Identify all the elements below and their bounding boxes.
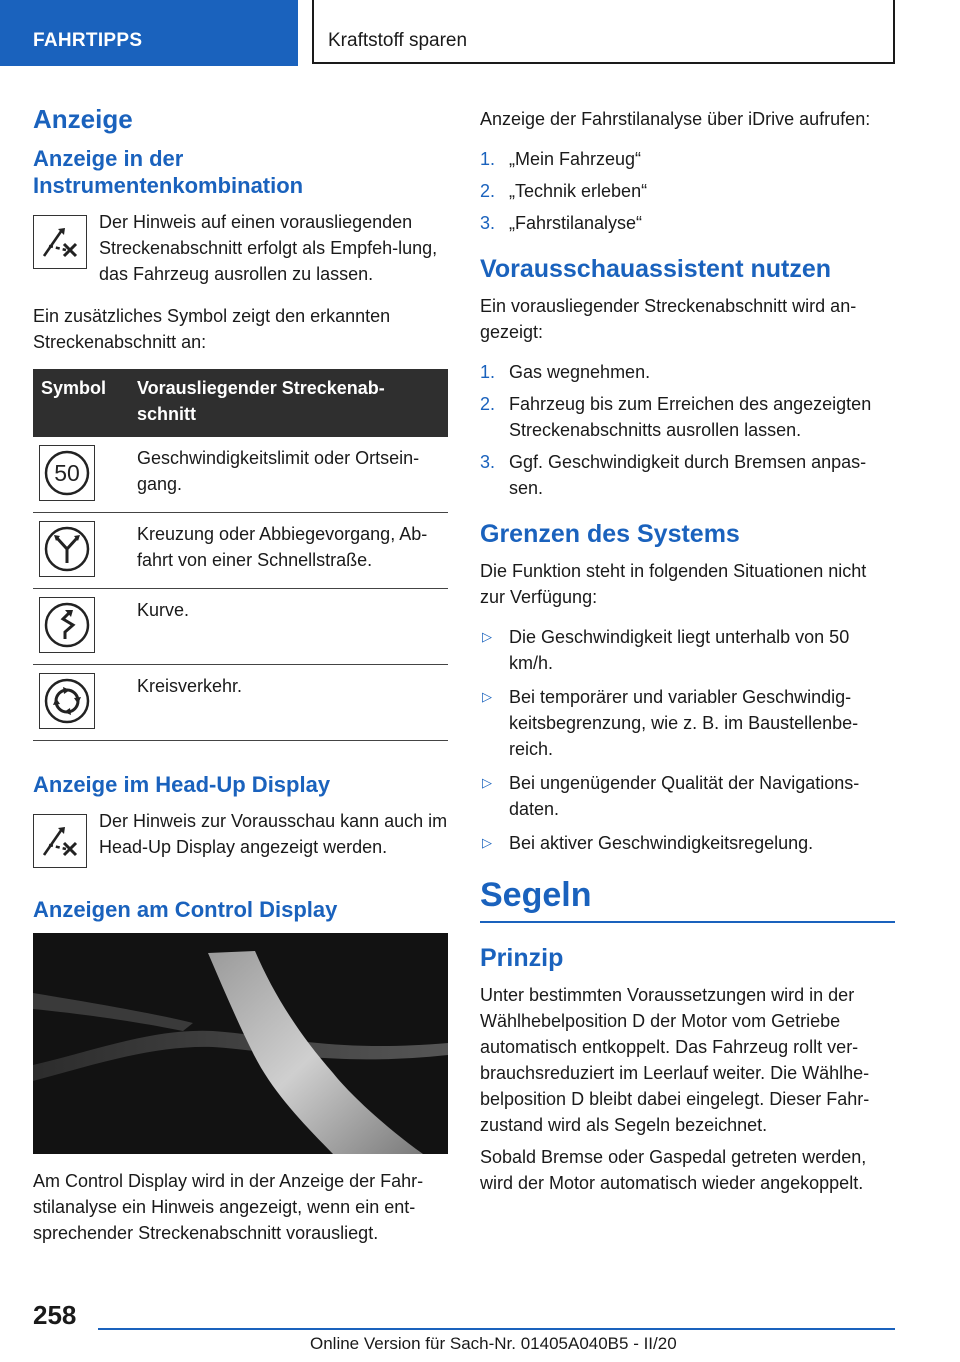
list-item: 1. „Mein Fahrzeug“ bbox=[480, 149, 642, 169]
instrument-note bbox=[33, 209, 448, 287]
list-item: ▷ Bei temporärer und variabler Geschwindig-keitsbegrenzung, wie z. B. im Baustellenbe-reich. bbox=[480, 684, 895, 762]
list-item: ▷ Die Geschwindigkeit liegt unterhalb von 50 km/h. bbox=[480, 624, 895, 676]
assistant-intro: Ein vorausliegender Streckenabschnitt wird an-gezeigt: bbox=[480, 296, 857, 342]
idrive-steps bbox=[480, 146, 895, 236]
hud-note-text: Der Hinweis zur Vorausschau kann auch im Head-Up Display angezeigt werden. bbox=[99, 811, 448, 857]
prinzip-paragraph-2: Sobald Bremse oder Gaspedal getreten werden, wird der Motor automatisch wieder angekoppelt. bbox=[480, 1147, 867, 1193]
control-display-text: Am Control Display wird in der Anzeige der Fahr-stilanalyse ein Hinweis angezeigt, wenn ein ent-sprechender Streckenabschnitt vorausliegt. bbox=[33, 1171, 424, 1243]
coasting-hint-icon bbox=[33, 215, 87, 269]
roundabout-icon bbox=[39, 673, 95, 729]
heading-instrument-cluster: Anzeige in der Instrumentenkombination bbox=[33, 146, 304, 198]
heading-hud: Anzeige im Head-Up Display bbox=[33, 772, 331, 797]
heading-limits: Grenzen des Systems bbox=[480, 520, 740, 548]
table-row bbox=[33, 437, 448, 513]
triangle-bullet-icon: ▷ bbox=[482, 629, 492, 644]
assistant-steps bbox=[480, 359, 895, 501]
triangle-bullet-icon: ▷ bbox=[482, 775, 492, 790]
heading-anzeige: Anzeige bbox=[33, 104, 133, 134]
list-item: ▷ Bei ungenügender Qualität der Navigations-daten. bbox=[480, 770, 895, 822]
table-row bbox=[33, 589, 448, 665]
speed-limit-value: 50 bbox=[54, 460, 80, 486]
triangle-bullet-icon: ▷ bbox=[482, 689, 492, 704]
heading-segeln: Segeln bbox=[480, 876, 895, 923]
right-column bbox=[480, 106, 895, 1210]
idrive-intro: Anzeige der Fahrstilanalyse über iDrive aufrufen: bbox=[480, 109, 871, 129]
table-cell-text: Geschwindigkeitslimit oder Ortsein-gang. bbox=[129, 437, 448, 513]
list-item: 2. „Technik erleben“ bbox=[480, 181, 648, 201]
control-display-image bbox=[33, 933, 448, 1154]
heading-control-display: Anzeigen am Control Display bbox=[33, 897, 338, 922]
heading-prinzip: Prinzip bbox=[480, 944, 564, 972]
limits-intro: Die Funktion steht in folgenden Situationen nicht zur Verfügung: bbox=[480, 561, 867, 607]
instrument-note-text: Der Hinweis auf einen vorausliegenden Streckenabschnitt erfolgt als Empfeh-lung, das Fahrzeug ausrollen zu lassen. bbox=[99, 212, 438, 284]
footer-divider bbox=[98, 1328, 895, 1330]
table-row bbox=[33, 513, 448, 589]
left-column bbox=[33, 96, 448, 1260]
chapter-title: Kraftstoff sparen bbox=[312, 0, 895, 64]
table-header-symbol: Symbol bbox=[33, 369, 129, 437]
triangle-bullet-icon: ▷ bbox=[482, 835, 492, 850]
table-header-section: Vorausliegender Streckenab-schnitt bbox=[129, 369, 448, 437]
page-number: 258 bbox=[33, 1300, 77, 1330]
table-cell-text: Kreisverkehr. bbox=[129, 665, 448, 741]
coasting-hint-icon bbox=[33, 814, 87, 868]
list-item: 3. Ggf. Geschwindigkeit durch Bremsen anpas-sen. bbox=[480, 452, 867, 498]
prinzip-paragraph-1: Unter bestimmten Voraussetzungen wird in der Wählhebelposition D der Motor vom Getriebe automatisch entkoppelt. Das Fahrzeug rollt ver-brauchsreduziert im Leerlauf weiter. Die Wählhe-belposition D bleibt dabei eingelegt. Dieser Fahr-zustand wird als Segeln bezeichnet. bbox=[480, 985, 870, 1135]
footer-version: Online Version für Sach-Nr. 01405A040B5 - II/20 bbox=[310, 1334, 677, 1353]
table-row bbox=[33, 665, 448, 741]
hud-note bbox=[33, 808, 448, 868]
list-item: 2. Fahrzeug bis zum Erreichen des angezeigten Streckenabschnitts ausrollen lassen. bbox=[480, 394, 872, 440]
table-cell-text: Kurve. bbox=[129, 589, 448, 665]
curve-icon bbox=[39, 597, 95, 653]
limits-list bbox=[480, 624, 895, 856]
list-item: 3. „Fahrstilanalyse“ bbox=[480, 213, 643, 233]
junction-icon bbox=[39, 521, 95, 577]
table-cell-text: Kreuzung oder Abbiegevorgang, Ab-fahrt von einer Schnellstraße. bbox=[129, 513, 448, 589]
speed-limit-icon bbox=[39, 445, 95, 501]
symbol-table bbox=[33, 369, 448, 741]
heading-assistant: Vorausschauassistent nutzen bbox=[480, 255, 832, 283]
list-item: ▷ Bei aktiver Geschwindigkeitsregelung. bbox=[480, 830, 895, 856]
page-header bbox=[0, 0, 960, 66]
list-item: 1. Gas wegnehmen. bbox=[480, 362, 651, 382]
section-label: FAHRTIPPS bbox=[0, 0, 298, 66]
symbol-intro: Ein zusätzliches Symbol zeigt den erkannten Streckenabschnitt an: bbox=[33, 306, 391, 352]
